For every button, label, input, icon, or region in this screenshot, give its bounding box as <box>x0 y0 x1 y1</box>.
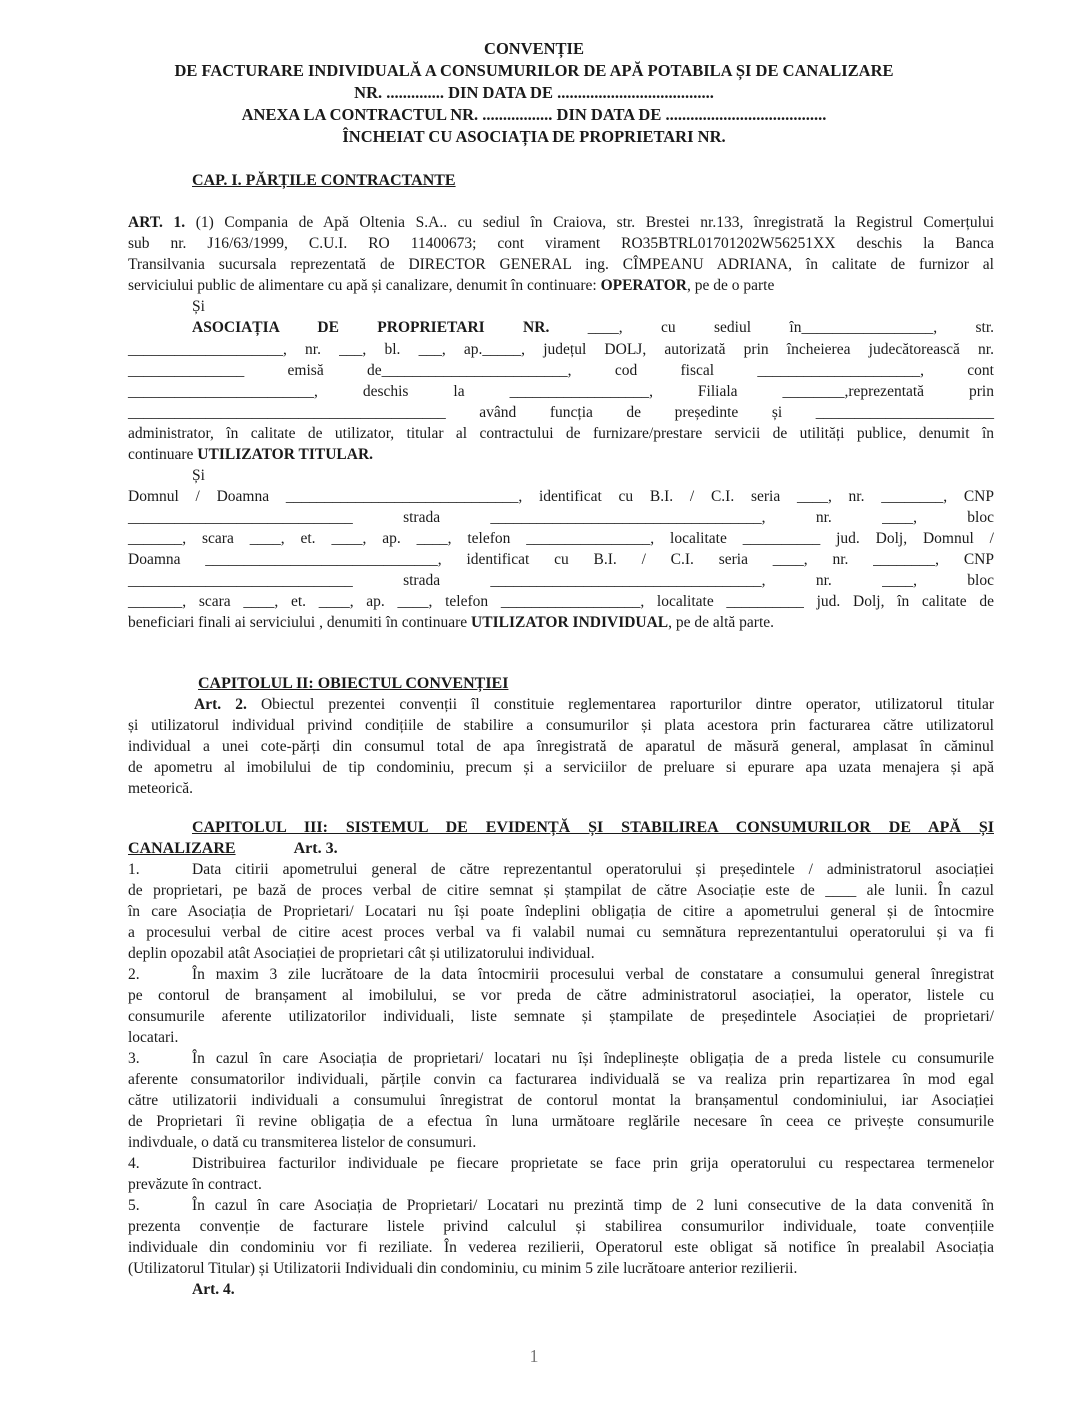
art3-line: pe contorul de branșament al imobilului, se vor preda de către administratorul asociației, la operator, listele cu <box>128 987 994 1004</box>
art3-item-1 <box>128 859 994 880</box>
association-fields: ____, cu sediul în_________________, str. <box>549 319 995 336</box>
art1-line: sub nr. J16/63/1999, C.U.I. RO 11400673; cont virament RO35BTRL01701202W56251XX deschis la Banca <box>128 235 994 252</box>
art2-text: Obiectul prezentei convenții îl constituie reglementarea raporturilor dintre operator, utilizatorul titular <box>246 696 994 713</box>
association-line: _________________________________________ având funcția de președinte și _______________________ <box>128 404 994 421</box>
individual-line: _____________________________ strada ___________________________________, nr. ____, bloc <box>128 572 994 589</box>
art2-line: meteorică. <box>128 780 193 797</box>
association-line: ____________________, nr. ___, bl. ___, ap._____, județul DOLJ, autorizată prin încheierea judecătorească nr. <box>128 341 994 358</box>
art1-line: Transilvania sucursala reprezentată de DIRECTOR GENERAL ing. CÎMPEANU ADRIANA, în calitate de furnizor al <box>128 256 994 273</box>
art1-line <box>128 275 994 296</box>
annex-line: ANEXA LA CONTRACTUL NR. ................. DIN DATA DE ....................................... <box>241 105 827 124</box>
doc-subtitle: DE FACTURARE INDIVIDUALĂ A CONSUMURILOR DE APĂ POTABILA ȘI DE CANALIZARE <box>174 61 894 80</box>
association-line: ________________________, deschis la __________________, Filiala ________,reprezentată prin <box>128 383 994 400</box>
art4-label: Art. 4. <box>192 1281 235 1298</box>
association-text: continuare <box>128 446 198 463</box>
doc-number-line: NR. .............. DIN DATA DE ...................................... <box>354 83 714 102</box>
art2-label: Art. 2. <box>194 696 247 713</box>
art2-line: individual a unei cote-părți din consumul total de apa înregistrată de aparatul de măsură general, amplasat în căminul <box>128 738 994 755</box>
art3-item-2 <box>128 964 994 985</box>
utilizator-individual-label: UTILIZATOR INDIVIDUAL <box>471 614 669 631</box>
art1-text: (1) Compania de Apă Oltenia S.A.. cu sediul în Craiova, str. Brestei nr.133, înregistrată la Registrul Comerțului <box>185 214 995 231</box>
art3-line: indivduale, o dată cu transmiterea listelor de consumuri. <box>128 1134 477 1151</box>
individual-text: , pe de altă parte. <box>668 614 775 631</box>
item-number: 5. <box>128 1197 140 1214</box>
art3-item-4 <box>128 1153 994 1174</box>
operator-label: OPERATOR <box>600 277 687 294</box>
item-text: Distribuirea facturilor individuale pe fiecare proprietate se face prin grija operatorului cu respectarea termenelor <box>192 1155 994 1172</box>
item-text: În cazul în care Asociația de Proprietari/ Locatari nu prezintă timp de 2 luni consecutive de la data convenită în <box>192 1197 994 1214</box>
art2-line: de apometru al imobilului de tip condominiu, precum și a serviciilor de preluare si epurare apa uzata menajera și apă <box>128 759 994 776</box>
individual-text: beneficiari finali ai serviciului , denumiti în continuare <box>128 614 472 631</box>
art3-label: Art. 3. <box>293 840 338 857</box>
art3-line: prevăzute în contract. <box>128 1176 262 1193</box>
art3-line: (Utilizatorul Titular) și Utilizatorii Individuali din condominiu, cu minim 5 zile lucrătoare anterior rezilierii. <box>128 1260 798 1277</box>
art3-line: către utilizatorii individuali a consumului înregistrat de contorul montat la branșamentul condominiului, iar Asociației <box>128 1092 994 1109</box>
item-text: Data citirii apometrului general de către reprezentantul operatorului și președintele / administratorul asociației <box>192 861 994 878</box>
individual-line: _______, scara ____, et. ____, ap. ____, telefon ________________, localitate __________ jud. Dolj, Domnul / <box>128 530 994 547</box>
individual-line: _____________________________ strada ___________________________________, nr. ____, bloc <box>128 509 994 526</box>
art1-text: serviciului public de alimentare cu apă și canalizare, denumit în continuare: <box>128 277 601 294</box>
art3-line: prezenta convenție de facturare listele privind calculul și stabilirea consumurilor individuale, toate convențiile <box>128 1218 994 1235</box>
individual-line: Domnul / Doamna ______________________________, identificat cu B.I. / C.I. seria ____, nr. ________, CNP <box>128 488 994 505</box>
art3-line: aferente consumatorilor individuali, părțile convin ca facturarea individuală se va realiza prin repartizarea în mod egal <box>128 1071 994 1088</box>
item-number: 1. <box>128 861 140 878</box>
association-line: ÎNCHEIAT CU ASOCIAȚIA DE PROPRIETARI NR. <box>342 127 726 146</box>
art3-line: locatari. <box>128 1029 179 1046</box>
individual-line: _______, scara ____, et. ____, ap. ____, telefon __________________, localitate __________ jud. Dolj, în calitate de <box>128 593 994 610</box>
chapter-3-title-end: CANALIZARE <box>128 840 236 857</box>
art1-text: , pe de o parte <box>686 277 775 294</box>
association-label: ASOCIAȚIA DE PROPRIETARI NR. <box>192 319 550 336</box>
doc-title: CONVENȚIE <box>484 39 584 58</box>
art3-line: deplin opozabil atât Asociației de proprietari cât și utilizatorului individual. <box>128 945 595 962</box>
page-number: 1 <box>529 1346 539 1366</box>
association-line <box>128 317 994 338</box>
chapter-1-title: CAP. I. PĂRȚILE CONTRACTANTE <box>192 172 456 189</box>
art3-item-5 <box>128 1195 994 1216</box>
chapter-3-title-cont <box>128 838 994 859</box>
chapter-3-title: CAPITOLUL III: SISTEMUL DE EVIDENȚĂ ȘI STABILIREA CONSUMURILOR DE APĂ ȘI <box>192 819 994 836</box>
item-number: 3. <box>128 1050 140 1067</box>
item-number: 4. <box>128 1155 140 1172</box>
art2-line: și utilizatorul individual privind condițiile de stabilire a consumurilor și plata acestora prin facturarea către utilizatorul <box>128 717 994 734</box>
si-conjunction: Și <box>192 467 205 484</box>
art3-line: consumurile aferente utilizatorilor individuali, liste semnate și ștampilate de președintele Asociației de proprietari/ <box>128 1008 994 1025</box>
individual-line: Doamna ______________________________, identificat cu B.I. / C.I. seria ____, nr. ________, CNP <box>128 551 994 568</box>
art3-line: de proprietari, pe bază de proces verbal de citire semnat și ștampilat de către Asociație este de ____ ale lunii. În cazul <box>128 882 994 899</box>
art3-line: de Proprietari îi revine obligația de a efectua în luna următoare reglările necesare în ceea ce privește consumurile <box>128 1113 994 1130</box>
association-line: _______________ emisă de________________________, cod fiscal _____________________, cont <box>128 362 994 379</box>
art3-line: individuale din condominiu vor fi reziliate. În vederea rezilierii, Operatorul este obligat să notifice în prealabil Asociația <box>128 1239 994 1256</box>
item-text: În maxim 3 zile lucrătoare de la data întocmirii procesului verbal de constatare a consumului general înregistrat <box>192 966 994 983</box>
art2-line <box>128 694 994 715</box>
individual-line <box>128 612 994 633</box>
item-number: 2. <box>128 966 140 983</box>
association-line <box>128 444 994 465</box>
art3-line: în care Asociația de Proprietari/ Locatari nu își poate îndeplini obligația de citire a apometrului general și de întocmire <box>128 903 994 920</box>
art3-line: a procesului verbal de citire acest proces verbal va fi valabil numai cu semnătura reprezentantului operatorului și va fi <box>128 924 994 941</box>
chapter-2-title: CAPITOLUL II: OBIECTUL CONVENȚIEI <box>198 675 509 692</box>
association-line: administrator, în calitate de utilizator, titular al contractului de furnizare/prestare servicii de utilități publice, denumit în <box>128 425 994 442</box>
art1-label: ART. 1. <box>128 214 186 231</box>
si-conjunction: Și <box>192 298 205 315</box>
art3-item-3 <box>128 1048 994 1069</box>
art1-line <box>128 212 994 233</box>
item-text: În cazul în care Asociația de proprietari/ locatari nu își îndeplinește obligația de a preda listele cu consumurile <box>192 1050 994 1067</box>
utilizator-titular-label: UTILIZATOR TITULAR. <box>197 446 374 463</box>
